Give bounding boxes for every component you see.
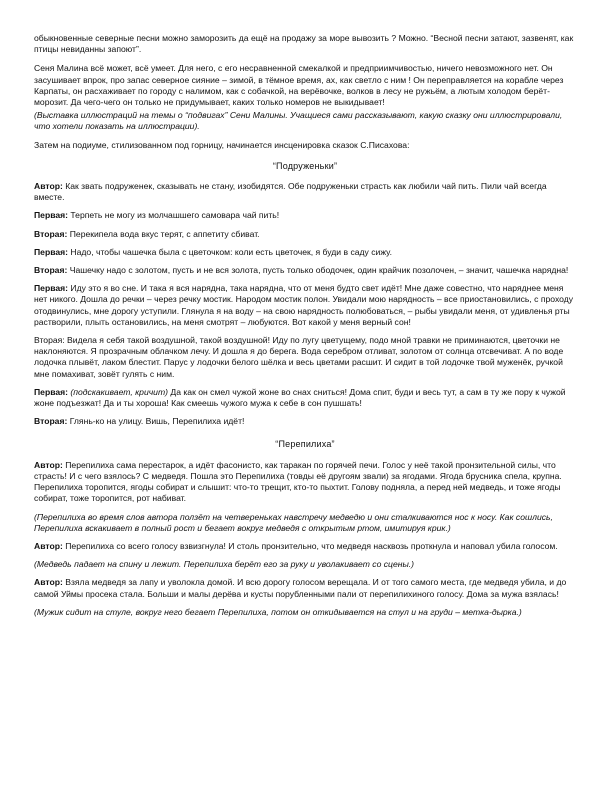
line-text: Терпеть не могу из молчашшего самовара чай пить! [68,210,280,221]
stage-direction: (Мужик сидит на стуле, вокруг него бегает Перепилиха, потом он откидывается на стул и на груди – метка-дырка.) [34,606,522,617]
dialogue-line [34,460,576,505]
dialogue-line [34,577,576,599]
speaker-label: Вторая: [34,228,68,239]
stage-direction: (Перепилиха во время слов автора ползёт на четвереньках навстречу медведю и они сталкиваются нос к носу. Как сошлись, Перепилиха вскакивает в полный рост и бегает вокруг медведя с открытым ртом, имитируя крик.) [34,511,553,533]
intro-stage-direction: (Выставка иллюстраций на темы о “подвигах” Сени Малины. Учащиеся сами рассказывают, какую сказку они иллюстрировали, что хотели показать на иллюстрации). [34,110,563,132]
dialogue-line [34,416,576,427]
speaker-label: Автор: [34,459,63,470]
intro-paragraph-1: обыкновенные северные песни можно заморозить да ещё на продажу за море вывозить ? Можно. “Весной песни затают, зазвенят, как птицы невиданны запоют”. [34,33,574,55]
line-text: Чашечку надо с золотом, пусть и не вся золота, пусть только ободочек, один крайчик позолочен, – значит, чашечка нарядна! [67,265,569,276]
speaker-label: Автор: [34,577,63,588]
speaker-label: Первая: [34,283,69,294]
section-podruzhenki [34,181,576,427]
speaker-label: Первая: [34,210,69,221]
section-perepilikha [34,460,576,618]
line-text: Перепилиха со всего голосу взвизгнула! И столь пронзительно, что медведя насквозь проткнула и наповал убила голосом. [62,540,558,551]
line-text: Взяла медведя за лапу и уволокла домой. И всю дорогу голосом верещала. И от того самого места, где медведя убила, и до самой Уймы просека стала. Больши и малы дерёва и кусты порубленными пали от перепилихиного голосу. Дома за мужа взялась! [34,577,567,599]
line-text: Глянь-ко на улицу. Вишь, Перепилиха идёт! [67,416,245,427]
speaker-label: Автор: [34,181,63,192]
speaker-label: Вторая: [34,416,68,427]
line-text: Вторая: Видела я себя такой воздушной, такой воздушной! Иду по лугу цветущему, подо мной травки не приминаются, цветочки не наклоняются. Я прозрачным облачком лечу. И дошла я до берега. Вода серебром отливат, золотом от солнца отсвечиват. А по воде лодочка плывёт, лаком блестит. Парус у лодочки белого шёлка и весь цветами расшит. И сидит в той лодочке твой муженёк, ручкой мне помахиват, зовёт гулять с ним. [34,335,564,379]
speaker-label: Первая: [34,246,69,257]
dialogue-line [34,229,576,240]
document-page [34,33,576,625]
dialogue-line [34,335,576,380]
dialogue-line [34,541,576,552]
speaker-label: Автор: [34,540,63,551]
line-text: Перепилиха сама перестарок, а идёт фасонисто, как таракан по горячей печи. Голос у неё такой пронзительной силы, что страсть! И с чего взялось? С медведя. Пошла это Перепилиха (товды её другоям звали) за ягодами. Ягода брусника спела, крупна. Перепилиха торопится, ягоды собират и слышит: что-то трещит, кто-то пыхтит. Голову подняла, а перед ней медведь, и тоже ягоды собират, тоже торопится, рот набиват. [34,459,562,504]
intro-paragraph-3: Затем на подиуме, стилизованном под горницу, начинается инсценировка сказок С.Писахова: [34,139,410,150]
dialogue-line [34,387,576,409]
dialogue-line [34,181,576,203]
stage-note: (подскакивает, кричит) [68,386,168,397]
dialogue-line [34,247,576,258]
speaker-label: Первая: [34,386,69,397]
section-title-podruzhenki: “Подруженьки” [272,160,338,171]
section-title-perepilikha: “Перепилиха” [275,439,335,450]
dialogue-line [34,283,576,328]
line-text: Иду это я во сне. И така я вся нарядна, така нарядна, что от меня будто свет идёт! Мне даже совестно, что наряднее меня нет никого. Дошла до речки – через речку мостик. Народом мостик полон. Увидали мою нарядность – все приостановились, с проходу отодвинулись, мне дорогу уступили. Глянула я на воду – на свою нарядность полюбоваться, – рыбы увидали меня, от удивленья рты растворили, плыть остановились, на меня смотрят – любуются. Вот какой у меня верный сон! [34,283,574,327]
line-text: Да как он смел чужой жоне во снах сниться! Дома спит, буди и весь тут, а сам в ту же пору к чужой жоне подъезжат! Да и ты хороша! Как смеешь чужого мужа к себе в сон пушшать! [34,386,566,409]
line-text: Надо, чтобы чашечка была с цветочком: коли есть цветочек, я буди в саду сижу. [68,246,392,257]
line-text: Перекипела вода вкус терят, с аппетиту сбиват. [67,228,260,239]
speaker-label: Вторая: [34,265,68,276]
dialogue-line [34,265,576,276]
dialogue-line [34,210,576,221]
stage-direction: (Медведь падает на спину и лежит. Перепилиха берёт его за руку и уволакивает со сцены.) [34,559,415,570]
line-text: Как звать подруженек, сказывать не стану, изобидятся. Обе подруженьки страсть как любили чай пить. Пили чай всегда вместе. [34,181,547,203]
intro-paragraph-2: Сеня Малина всё может, всё умеет. Для него, с его несравненной смекалкой и предприимчивостью, ничего невозможного нет. Он засушивает впрок, про запас северное сияние – зимой, в тёмное время, ах, как светло с ним ! Он переправляется на корабле через Карпаты, он расхаживает по городу с налимом, как с собачкой, на верёвочке, волков в лесу не ружьём, а лютым холодом берёт-морозит. Да чего-чего он только не придумывает, каких только номеров не выкидывает! [34,63,564,108]
